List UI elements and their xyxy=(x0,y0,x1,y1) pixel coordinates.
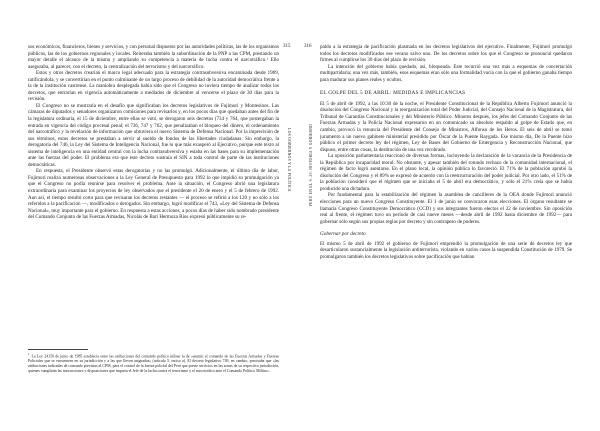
footnote-text: La Ley 24150 de junio de 1985 establecía entre las atribuciones del comando político militar la de «asumir el comando de las Fuerzas Armadas y Fuerzas Policiales que se encuentren en su jurisdicción y a las que lleven asignadas» (artículo 5, inciso a). El decreto legislativo 749, en cambio, precisaba que «las atribuciones indicadas de comando previstas al CPM, para el control de la fuerza policial del Perú que preste servicios en las zonas de su respectiva jurisdicción, quienes cumplirán las instrucciones y disposiciones que imparta el Jefe de la lucha contra el terrorismo y el narcotráfico ante el Comando Político Militar». xyxy=(28,354,279,374)
paragraph: El mismo 5 de abril de 1992 el gobierno de Fujimori emprendió la promulgación de una serie de decretos ley que desarticularon sustancialmente la legislación antiterrorista, violando en varios casos la suspendida Constitución de 1979. Se promulgaron también los decretos legislativos sobre pacificación que habían xyxy=(320,240,572,260)
paragraph: Estos y otros decretos crearían el marco legal adecuado para la estrategia contrasubversiva encaminada desde 1989, ratificándola, y se convertirían en el punto culminante de un largo proceso de debilidad de la autoridad democrática frente a la de la institución castrense. La maniobra desplegada había sido que el Congreso no tuviera tiempo de analizar todos los decretos, que entrarían en vigencia automáticamente a mediados de diciembre al vencerse el plazo de 30 días para la revisión. xyxy=(28,70,279,103)
paragraph: sos económicos, financieros, bienes y servicios, y con personal dispuesto por las autoridades políticas, las de los organismos públicos, las de los gobiernos regionales y locales. Reiteraba también la subordinación de la PNP a las CPM, prestando un mayor detalle el alcance de la misma y ampliando su competencia a materia de lucha contra el narcotráfico.¹ Ello aseguraba, al parecer, con el decreto, la centralización del terrorismo y del narcotráfico. xyxy=(28,44,279,70)
paragraph: La oposición parlamentaria reaccionó de diversas formas, incluyendo la declaración de la vacancia de la Presidencia de la República por incapacidad moral. No obstante, y apesar también del rotundo rechazo de la comunidad internacional, el régimen de facto logró asentarse. En el plano local, la opinión pública lo favoreció. El 71% de la población aprobó la disolución del Congreso y el 89% se expresó de acuerdo con la reestructuración del poder judicial. Por otro lado, el 51% de la población consideró que el régimen que se iniciaba el 5 de abril era democrático, y sólo el 21% creía que se había producido una dictadura. xyxy=(320,153,572,192)
paragraph: La intención del gobierno había quedado, así, bloqueada. Este recurrió una vez más a esquemas de concertación multipartidaria; una vez más, también, esos esquemas eran sólo una formalidad vacía con la que el gobierno ganaba tiempo para madurar sus planes reales y ocultos. xyxy=(320,63,572,83)
page-number: 315 xyxy=(283,44,291,49)
paragraph: En respuesta, el Presidente observó estas derogatorias y no las promulgó. Adicionalmente, el último día de labor, Fujimori realizó numerosas observaciones a la Ley General de Presupuesto para 1992 lo que impidió su promulgación ya que el Congreso no podía reunirse para resolver el problema. Ante la situación, el Congreso abrió una legislatura extraordinaria para examinar los proyectos de ley observados que el presidente el 20 de enero y el 5 de febrero de 1992. Aun así, el tiempo resultó corto para que revisaran los decretos restantes — el proceso se refirió a los 120 y no sólo a los referidos a la pacificación —, modificados o derogados. Sin embargo, logró modificar el 743, «Ley del Sistema de Defensa Nacional», muy importante para el gobierno. En respuesta a estas acciones, a pocos días de haber sido nombrado presidente del Comando Conjunto de las Fuerzas Armadas, Nicolás de Bari Hermoza Ríos expresó públicamente su re- xyxy=(28,168,279,221)
left-body-text xyxy=(28,44,279,221)
paragraph: Por fundamental para la estabilización del régimen la asamblea de cancilleres de la OEA donde Fujimori anunció elecciones para un nuevo Congreso Constituyente. El 1 de junio se convocaron esas elecciones. El órgano resultante se llamaría Congreso Constituyente Democrático (CCD) y sus integrantes fueron electos el 22 de noviembre. Sin oposición real al frente, el régimen tuvo un período de casi nueve meses —desde abril de 1992 hasta diciembre de 1992— para gobernar sólo según sus propias reglas por decreto y sin contrapeso de poderes. xyxy=(320,192,572,225)
right-page xyxy=(300,0,600,431)
running-head: LOS GOBIERNOS Y LA POLÍTICA xyxy=(287,128,291,192)
footnote-mark: 1 xyxy=(28,352,30,356)
paragraph: paldo a la estrategia de pacificación plasmada en los decretos legislativos del ejecutivo. Finalmente, Fujimori promulgó todos los decretos modificados ese verano salvo uno. De los decretos sobre los que el Congreso se pronunció quedaron firmes al cumplirse los 30 días del plazo de revisión. xyxy=(320,44,572,64)
footnote-divider xyxy=(28,349,88,350)
paragraph: El Congreso no se mostraría en el desafío que significaban los decretos legislativos de Fujimori y Montesinos. Las cámaras de diputados y senadores organizaron comisiones para revisarlos y, en los pocos días que quedaban antes del fin de la legislatura ordinaria, el 15 de diciembre, entre ellas se votó, se derogaron seis decretos (734 y 764, que postergaban la entrada en vigencia del código procesal penal; el 736, 747 y 762, que penalizaban el bloqueo del dinero, el ordenamiento del narcotráfico y la revelación de información que obtuviera el nuevo Sistema de Defensa Nacional. Por la imprecisión de sus términos, estos decretos se prestaban a servir al sueldo de fondos de las libertades ciudadanas. Sin embargo, la derogatoria del 746, la Ley del Sistema de Inteligencia Nacional, fue lo que más exasperó al Ejecutivo, porque este texto al sistema de inteligencia en una entidad central con la lucha contrasubversiva y estaba en las bases para su implementación ante las fuerzas del poder. El problema era que este decreto sustraía el SIN a toda control de parte de las instituciones democráticas. xyxy=(28,102,279,168)
footnotes xyxy=(28,352,279,374)
right-body-text xyxy=(320,44,572,260)
running-head: PERÚ EN EL S. 20: HISTORIA Y GOBIERNO xyxy=(309,123,313,207)
section-heading: EL GOLPE DEL 5 DE ABRIL: MEDIDAS E IMPLICANCIAS xyxy=(320,90,466,97)
subsection-heading: Gobernar por decreto xyxy=(320,231,366,238)
page-number: 316 xyxy=(304,44,312,49)
paragraph: El 5 de abril de 1992, a las 10:30 de la noche, el Presidente Constitucional de la República Alberto Fujimori anunció la disolución del Congreso Nacional y la reorganización total del Poder Judicial, del Consejo Nacional de la Magistratura, del Tribunal de Garantías Constitucionales y del Ministerio Público. Minutos después, los jefes del Comando Conjunto de las Fuerzas Armadas y la Policía Nacional expresaron en un comunicado su absoluto respaldo al golpe de Estado que, en cambio, provocó la renuncia del Presidente del Consejo de Ministros, Alfonso de los Heros. El seis de abril se tomó juramento a un nuevo gabinete ministerial presidido por Óscar de la Puente Raygada. Ese mismo día, De la Puente hizo público el primer decreto ley del régimen, Ley de Bases del Gobierno de Emergencia y Reconstrucción Nacional, que dispuso, entre otras cosas, la destitución de una vez recobrado. xyxy=(320,100,572,153)
